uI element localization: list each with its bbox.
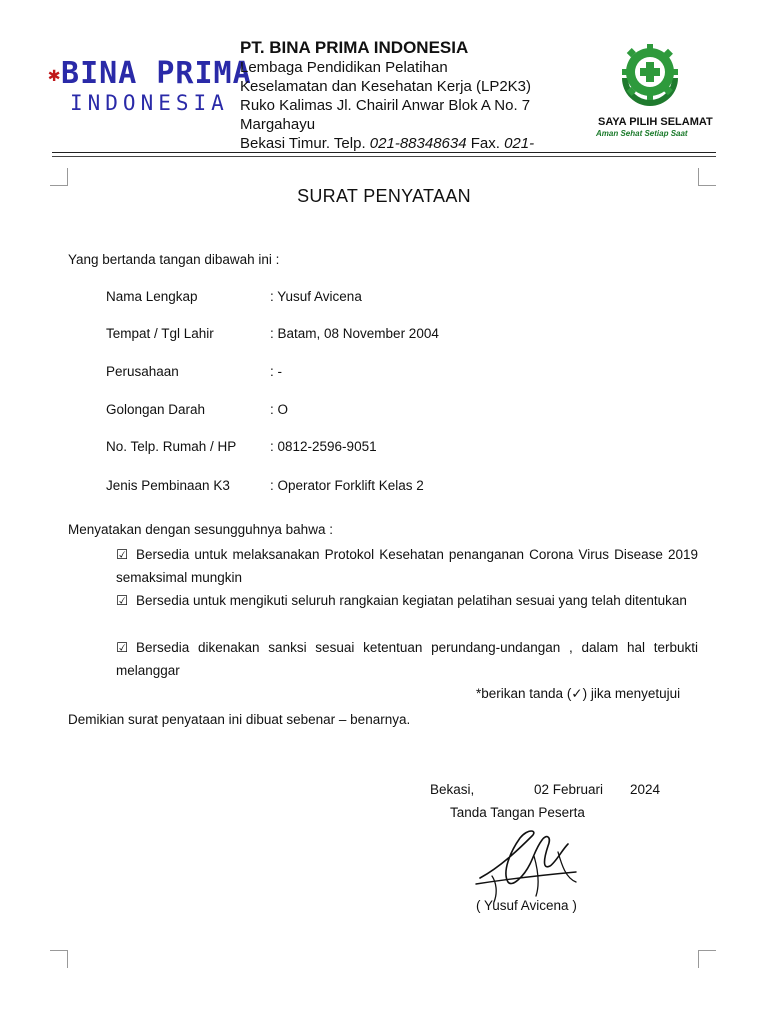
crop-mark-bottom-left [50,950,68,968]
checked-box-icon: ☑ [116,640,129,655]
checkmark-note: *berikan tanda (✓) jika menyetujui [476,686,681,701]
signature-label: Tanda Tangan Peserta [450,805,585,820]
badge-subtitle: Aman Sehat Setiap Saat [596,129,688,138]
badge-title: SAYA PILIH SELAMAT [598,116,713,128]
field-value-birth: : Batam, 08 November 2004 [270,326,439,341]
field-label-phone: No. Telp. Rumah / HP [106,439,237,454]
field-value-blood-type: : O [270,402,289,417]
field-label-training: Jenis Pembinaan K3 [106,478,230,493]
statement-text: Bersedia untuk melaksanakan Protokol Kesehatan penanganan Corona Virus Disease 2019 semaksimal mungkin [116,547,698,585]
address-line-4: Margahayu [240,116,316,133]
contact-line [240,134,590,153]
k3-cross-emblem-icon [612,38,688,114]
logo-text-line2: INDONESIA [70,91,229,115]
header-divider [52,152,716,153]
field-label-birth: Tempat / Tgl Lahir [106,326,214,341]
signature-day-month: 02 Februari [534,782,604,797]
closing-text: Demikian surat penyataan ini dibuat sebenar – benarnya. [68,712,411,727]
statement-item [116,543,698,589]
handwritten-signature [472,826,582,906]
statement-text: Bersedia dikenakan sanksi sesuai ketentuan perundang-undangan , dalam hal terbukti melanggar [116,640,698,678]
header-divider-thin [52,156,716,157]
statement-item [116,636,698,682]
logo-text-line1: BINA PRIMA [61,56,252,91]
fax-number: 021- [504,135,535,152]
contact-prefix: Bekasi Timur. Telp. [240,135,366,152]
field-label-name: Nama Lengkap [106,289,198,304]
statement-item [116,589,698,612]
statement-text: Bersedia untuk mengikuti seluruh rangkaian kegiatan pelatihan sesuai yang telah ditentukan [136,593,687,608]
address-line-3: Ruko Kalimas Jl. Chairil Anwar Blok A No. 7 [240,97,531,114]
field-value-phone: : 0812-2596-9051 [270,439,377,454]
crop-mark-top-left [50,168,68,186]
checked-box-icon: ☑ [116,593,129,608]
field-value-company: : - [270,364,282,379]
company-name: PT. BINA PRIMA INDONESIA [240,38,469,57]
company-logo [48,56,252,116]
address-line-1: Lembaga Pendidikan Pelatihan [240,59,448,76]
field-value-training: : Operator Forklift Kelas 2 [270,478,424,493]
document-title: SURAT PENYATAAN [297,186,471,206]
phone-number: 021-88348634 [369,135,467,152]
field-value-name: : Yusuf Avicena [270,289,362,304]
field-label-blood-type: Golongan Darah [106,402,206,417]
signature-year: 2024 [630,782,661,797]
fax-label: Fax. [470,135,500,152]
crop-mark-top-right [698,168,716,186]
crop-mark-bottom-right [698,950,716,968]
signature-place: Bekasi, [430,782,475,797]
statement-intro: Menyatakan dengan sesungguhnya bahwa : [68,522,333,537]
address-line-2: Keselamatan dan Kesehatan Kerja (LP2K3) [240,78,532,95]
intro-text: Yang bertanda tangan dibawah ini : [68,252,280,267]
checked-box-icon: ☑ [116,547,129,562]
field-label-company: Perusahaan [106,364,179,379]
company-info [240,38,590,156]
signer-name: ( Yusuf Avicena ) [476,898,577,913]
logo-star-icon: ✱ [48,62,62,86]
